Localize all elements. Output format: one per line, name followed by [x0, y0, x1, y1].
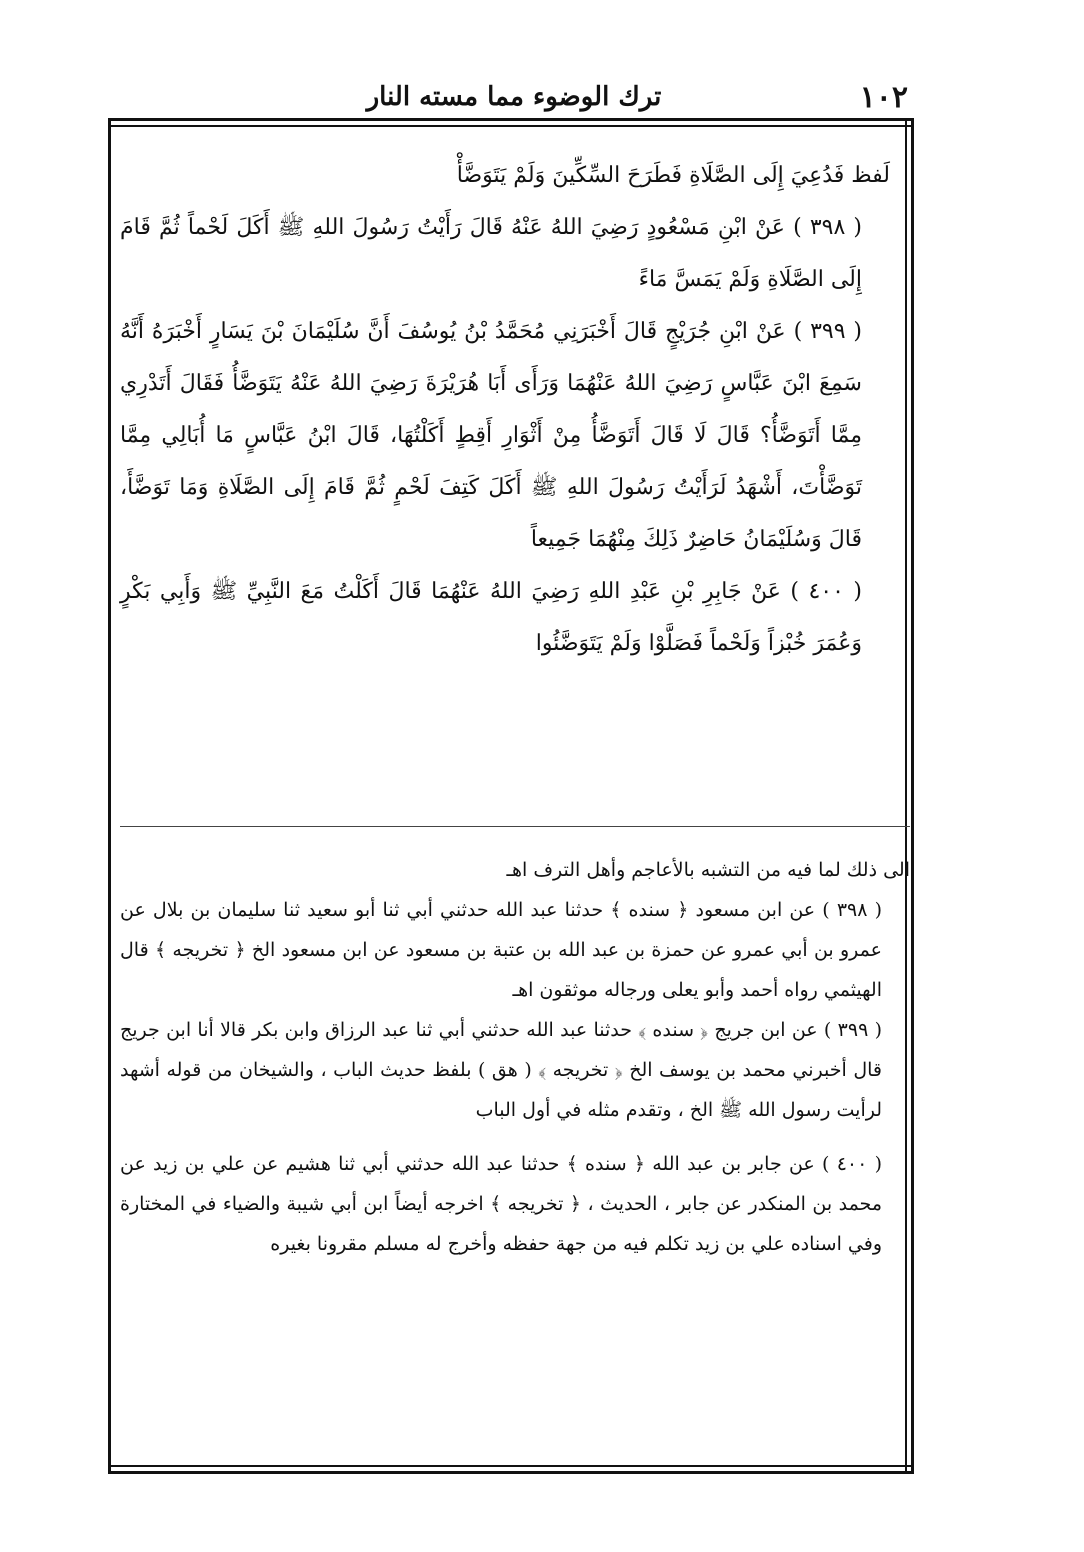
frame-rule-right-inner: [905, 118, 907, 1474]
hadith-400: ( ٤٠٠ ) عَنْ جَابِرِ بْنِ عَبْدِ اللهِ رَضِيَ اللهُ عَنْهُمَا قَالَ أَكَلْتُ مَعَ النَّبِيِّ ﷺ وَأَبِي بَكْرٍ وَعُمَرَ خُبْزاً وَلَحْماً فَصَلَّوْا وَلَمْ يَتَوَضَّئُوا: [120, 579, 863, 656]
commentary-398: ( ٣٩٨ ) عن ابن مسعود ﴿ سنده ﴾ حدثنا عبد الله حدثني أبي ثنا أبو سعيد ثنا سليمان بن بلال عن عمرو بن أبي عمرو عن حمزة بن عبد الله بن عتبة بن مسعود عن ابن مسعود الخ ﴿ تخريجه ﴾ قال الهيثمي رواه أحمد وأبو يعلى ورجاله موثقون اهـ: [120, 899, 882, 1001]
hadith-continuation: لَفظ فَدُعِيَ إِلَى الصَّلَاةِ فَطَرَحَ السِّكِّينَ وَلَمْ يَتَوَضَّأْ: [456, 163, 890, 188]
running-title: ترك الوضوء مما مسته النار: [366, 82, 662, 112]
frame-rule-top: [108, 118, 914, 121]
hadith-398: ( ٣٩٨ ) عَنْ ابْنِ مَسْعُودٍ رَضِيَ اللهُ عَنْهُ قَالَ رَأَيْتُ رَسُولَ اللهِ ﷺ أَكَلَ لَحْماً ثُمَّ قَامَ إِلَى الصَّلَاةِ وَلَمْ يَمَسَّ مَاءً: [120, 215, 862, 292]
commentary-400: ( ٤٠٠ ) عن جابر بن عبد الله ﴿ سنده ﴾ حدثنا عبد الله حدثني أبي ثنا هشيم عن علي بن زيد عن محمد بن المنكدر عن جابر ، الحديث ، ﴿ تخريجه ﴾ اخرجه أيضاً ابن أبي شيبة والضياء في المختارة وفي اسناده علي بن زيد تكلم فيه من جهة حفظه وأخرج له مسلم مقرونا بغيره: [120, 1153, 883, 1255]
frame-rule-bottom-inner: [108, 1465, 914, 1467]
section-divider: [120, 826, 910, 827]
frame-rule-left: [108, 118, 111, 1474]
hadith-text-block: [120, 150, 890, 670]
frame-rule-bottom: [108, 1471, 914, 1474]
page-header: [110, 78, 918, 118]
frame-rule-right: [911, 118, 914, 1474]
hadith-399: ( ٣٩٩ ) عَنْ ابْنِ جُرَيْجٍ قَالَ أَخْبَرَنِي مُحَمَّدُ بْنُ يُوسُفَ أَنَّ سُلَيْمَانَ بْنَ يَسَارٍ أَخْبَرَهُ أَنَّهُ سَمِعَ ابْنَ عَبَّاسٍ رَضِيَ اللهُ عَنْهُمَا وَرَأَى أَبَا هُرَيْرَةَ رَضِيَ اللهُ عَنْهُ يَتَوَضَّأُ فَقَالَ أَتَدْرِي مِمَّا أَتَوَضَّأُ؟ قَالَ لَا قَالَ أَتَوَضَّأُ مِنْ أَثْوَارِ أَقِطٍ أَكَلْتُهَا، قَالَ ابْنُ عَبَّاسٍ مَا أُبَالِي مِمَّا تَوَضَّأْتَ، أَشْهَدُ لَرَأَيْتُ رَسُولَ اللهِ ﷺ أَكَلَ كَتِفَ لَحْمٍ ثُمَّ قَامَ إِلَى الصَّلَاةِ وَمَا تَوَضَّأَ، قَالَ وَسُلَيْمَانُ حَاضِرٌ ذَلِكَ مِنْهُمَا جَمِيعاً: [120, 319, 863, 552]
commentary-399: ( ٣٩٩ ) عن ابن جريج ﴿ سنده ﴾ حدثنا عبد الله حدثني أبي ثنا عبد الرزاق وابن بكر قالا أنا ابن جريج قال أخبرني محمد بن يوسف الخ ﴿ تخريجه ﴾ ( هق ) بلفظ حديث الباب ، والشيخان من قوله أشهد لرأيت رسول الله ﷺ الخ ، وتقدم مثله في أول الباب: [120, 1019, 882, 1121]
page-number: ١٠٢: [859, 80, 908, 115]
commentary-intro: الى ذلك لما فيه من التشبه بالأعاجم وأهل الترف اهـ: [506, 859, 910, 881]
commentary-block: [120, 850, 910, 1264]
frame-rule-top-inner: [108, 125, 914, 127]
